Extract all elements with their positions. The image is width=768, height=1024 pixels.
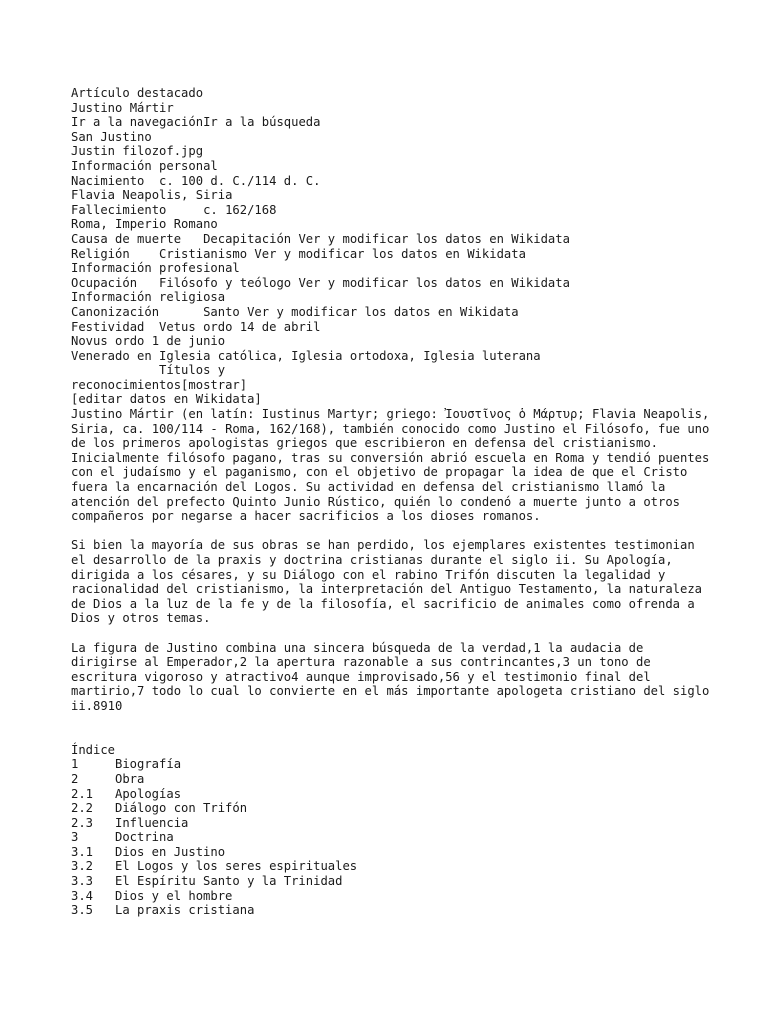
section-religious-info: Información religiosa — [71, 290, 226, 305]
cause-of-death-row: Causa de muerte Decapitación Ver y modificar los datos en Wikidata — [71, 231, 570, 246]
titles-toggle[interactable]: reconocimientos[mostrar] — [71, 377, 248, 392]
feast-row-cont: Novus ordo 1 de junio — [71, 334, 226, 349]
toc-item[interactable] — [71, 859, 711, 874]
toc-item-label: Obra — [115, 771, 145, 786]
birth-place: Flavia Neapolis, Siria — [71, 188, 233, 203]
death-row: Fallecimiento c. 162/168 — [71, 202, 277, 217]
spacer — [71, 728, 711, 743]
toc-item-label: La praxis cristiana — [115, 903, 255, 918]
infobox-image-filename: Justin filozof.jpg — [71, 144, 204, 159]
toc-item-number: 3.2 — [71, 859, 94, 874]
toc-item-number: 3.5 — [71, 903, 94, 918]
table-of-contents — [71, 743, 711, 918]
paragraph-intro: Justino Mártir (en latín: Iustinus Martyr; griego: Ἰουστῖνος ὁ Μάρτυρ; Flavia Neapolis, Siria, ca. 100/114 - Roma, 162/168), también conocido como Justino el Filósofo, fue uno de los primeros apologistas griegos que escribieron en defensa del cristianismo. Inicialmente filósofo pagano, tras su conversión abrió escuela en Roma y tendió puentes con el judaísmo y el paganismo, con el objetivo de propagar la idea de que el Cristo fuera la encarnación del Logos. Su actividad en defensa del cristianismo llamó la atención del prefecto Quinto Junio Rústico, quién lo condenó a muerte junto a otros compañeros por negarse a hacer sacrificios a los dioses romanos. — [71, 407, 710, 524]
religion-row: Religión Cristianismo Ver y modificar los datos en Wikidata — [71, 246, 526, 261]
infobox-text — [71, 86, 711, 407]
toc-item-number: 2 — [71, 771, 79, 786]
section-professional-info: Información profesional — [71, 261, 240, 276]
toc-item-number: 2.1 — [71, 786, 94, 801]
edit-wikidata-link[interactable]: [editar datos en Wikidata] — [71, 392, 262, 407]
toc-item-label: Influencia — [115, 815, 189, 830]
toc-item-number: 1 — [71, 757, 79, 772]
paragraph-figure: La figura de Justino combina una sincera búsqueda de la verdad,1 la audacia de dirigirse al Emperador,2 la apertura razonable a sus contrincantes,3 un tono de escritura vigoroso y atractivo4 aunque improvisado,56 y el testimonio final del martirio,7 todo lo cual lo convierte en el más importante apologeta cristiano del siglo ii.8910 — [71, 640, 710, 713]
toc-item[interactable] — [71, 801, 711, 816]
toc-item-label: El Logos y los seres espirituales — [115, 859, 358, 874]
toc-item-number: 3 — [71, 830, 79, 845]
toc-title: Índice — [71, 742, 116, 757]
skip-links[interactable]: Ir a la navegaciónIr a la búsqueda — [71, 115, 321, 130]
infobox-name: San Justino — [71, 129, 152, 144]
toc-item-label: Diálogo con Trifón — [115, 801, 248, 816]
toc-item[interactable] — [71, 830, 711, 845]
toc-item-number: 3.4 — [71, 888, 94, 903]
toc-item-number: 3.1 — [71, 844, 94, 859]
toc-item[interactable] — [71, 787, 711, 802]
occupation-row: Ocupación Filósofo y teólogo Ver y modificar los datos en Wikidata — [71, 275, 570, 290]
toc-item[interactable] — [71, 903, 711, 918]
toc-item-label: Apologías — [115, 786, 182, 801]
toc-item-label: Dios y el hombre — [115, 888, 233, 903]
death-place: Roma, Imperio Romano — [71, 217, 218, 232]
titles-label: Títulos y — [71, 363, 226, 378]
feast-row: Festividad Vetus ordo 14 de abril — [71, 319, 321, 334]
document-body — [71, 86, 711, 918]
toc-item[interactable] — [71, 816, 711, 831]
toc-item-label: Doctrina — [115, 830, 174, 845]
article-title: Justino Mártir — [71, 100, 174, 115]
birth-row: Nacimiento c. 100 d. C./114 d. C. — [71, 173, 321, 188]
section-personal-info: Información personal — [71, 158, 218, 173]
venerated-row: Venerado en Iglesia católica, Iglesia ortodoxa, Iglesia luterana — [71, 348, 541, 363]
toc-item-number: 3.3 — [71, 874, 94, 889]
toc-item[interactable] — [71, 772, 711, 787]
toc-item-label: Biografía — [115, 757, 182, 772]
toc-item-label: El Espíritu Santo y la Trinidad — [115, 874, 343, 889]
featured-article-label: Artículo destacado — [71, 86, 204, 100]
toc-item-number: 2.3 — [71, 815, 94, 830]
toc-item-label: Dios en Justino — [115, 844, 226, 859]
toc-item[interactable] — [71, 889, 711, 904]
canonization-row: Canonización Santo Ver y modificar los datos en Wikidata — [71, 304, 519, 319]
toc-item[interactable] — [71, 845, 711, 860]
paragraph-works: Si bien la mayoría de sus obras se han perdido, los ejemplares existentes testimonian el desarrollo de la praxis y doctrina cristianas durante el siglo ii. Su Apología, dirigida a los césares, y su Diálogo con el rabino Trifón discuten la legalidad y racionalidad del cristianismo, la interpretación del Antiguo Testamento, la naturaleza de Dios a la luz de la fe y de la filosofía, el sacrificio de animales como ofrenda a Dios y otros temas. — [71, 538, 703, 626]
toc-item-number: 2.2 — [71, 801, 94, 816]
toc-item[interactable] — [71, 757, 711, 772]
toc-item[interactable] — [71, 874, 711, 889]
